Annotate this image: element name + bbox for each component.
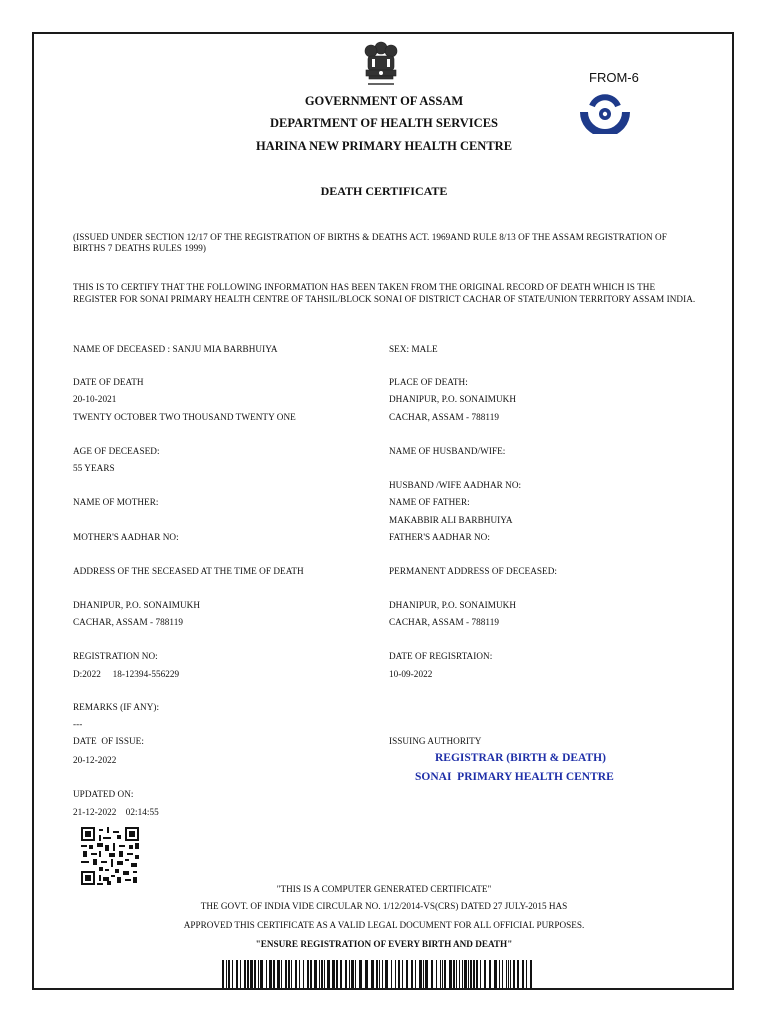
- registration-label: REGISTRATION NO:: [73, 651, 158, 661]
- barcode-icon: [222, 960, 536, 993]
- qr-code-icon: [81, 827, 139, 890]
- updated-label: UPDATED ON:: [73, 789, 134, 799]
- header-department: DEPARTMENT OF HEALTH SERVICES: [270, 116, 498, 130]
- spouse-label: NAME OF HUSBAND/WIFE:: [389, 446, 506, 456]
- header-government: GOVERNMENT OF ASSAM: [304, 94, 464, 108]
- issued-under-text: (ISSUED UNDER SECTION 12/17 OF THE REGISTRATION OF BIRTHS & DEATHS ACT. 1969AND RULE 8/13 OF THE ASSAM REGISTRATION OF BIRTHS 7 DEATHS RULES 1999): [73, 232, 667, 253]
- date-of-death: 20-10-2021: [73, 394, 117, 404]
- authority-health-centre: SONAI PRIMARY HEALTH CENTRE: [415, 771, 614, 783]
- authority-registrar: REGISTRAR (BIRTH & DEATH): [435, 752, 606, 764]
- mother-label: NAME OF MOTHER:: [73, 497, 159, 507]
- certify-text: THIS IS TO CERTIFY THAT THE FOLLOWING INFORMATION HAS BEEN TAKEN FROM THE ORIGINAL RECORD OF DEATH WHICH IS THE REGISTER FOR SONAI PRIMARY HEALTH CENTRE OF TAHSIL/BLOCK SONAI OF DISTRICT CACHAR OF STATE/UNION TERRITORY ASSAM INDIA.: [73, 282, 696, 304]
- sex: SEX: MALE: [389, 344, 438, 354]
- age-value: 55 YEARS: [73, 463, 115, 473]
- father-label: NAME OF FATHER:: [389, 497, 470, 507]
- address-label: ADDRESS OF THE SECEASED AT THE TIME OF DEATH: [73, 566, 304, 576]
- footer-ensure-registration: "ENSURE REGISTRATION OF EVERY BIRTH AND DEATH": [255, 939, 513, 949]
- place-of-death-label: PLACE OF DEATH:: [389, 377, 468, 387]
- issue-date: 20-12-2022: [73, 755, 117, 765]
- age-label: AGE OF DECEASED:: [73, 446, 160, 456]
- date-of-death-words: TWENTY OCTOBER TWO THOUSAND TWENTY ONE: [73, 412, 296, 422]
- permanent-address-line2: CACHAR, ASSAM - 788119: [389, 617, 500, 627]
- father-aadhar-label: FATHER'S AADHAR NO:: [389, 532, 490, 542]
- place-of-death-line1: DHANIPUR, P.O. SONAIMUKH: [389, 394, 517, 404]
- address-line1: DHANIPUR, P.O. SONAIMUKH: [73, 600, 201, 610]
- registration-date: 10-09-2022: [389, 669, 433, 679]
- remarks-label: REMARKS (IF ANY):: [73, 702, 160, 712]
- national-emblem-icon: [358, 38, 404, 95]
- date-of-death-label: DATE OF DEATH: [73, 377, 144, 387]
- registration-number: D:2022 18-12394-556229: [73, 669, 180, 679]
- spouse-aadhar-label: HUSBAND /WIFE AADHAR NO:: [389, 480, 522, 490]
- place-of-death-line2: CACHAR, ASSAM - 788119: [389, 412, 500, 422]
- updated-value: 21-12-2022 02:14:55: [73, 807, 159, 817]
- certificate-title: DEATH CERTIFICATE: [320, 184, 448, 198]
- address-line2: CACHAR, ASSAM - 788119: [73, 617, 184, 627]
- issue-date-label: DATE OF ISSUE:: [73, 736, 144, 746]
- footer-computer-generated: "THIS IS A COMPUTER GENERATED CERTIFICATE": [276, 884, 492, 894]
- mother-aadhar-label: MOTHER'S AADHAR NO:: [73, 532, 179, 542]
- remarks-value: ---: [73, 719, 83, 729]
- father-name: MAKABBIR ALI BARBHUIYA: [389, 515, 513, 525]
- issuing-authority-label: ISSUING AUTHORITY: [389, 736, 482, 746]
- header-health-centre: HARINA NEW PRIMARY HEALTH CENTRE: [255, 139, 513, 153]
- name-of-deceased: NAME OF DECEASED : SANJU MIA BARBHUIYA: [73, 344, 278, 354]
- registration-date-label: DATE OF REGISRTAION:: [389, 651, 493, 661]
- footer-circular: THE GOVT. OF INDIA VIDE CIRCULAR NO. 1/12/2014-VS(CRS) DATED 27 JULY-2015 HAS: [200, 901, 568, 911]
- permanent-address-line1: DHANIPUR, P.O. SONAIMUKH: [389, 600, 517, 610]
- footer-approved: APPROVED THIS CERTIFICATE AS A VALID LEGAL DOCUMENT FOR ALL OFFICIAL PURPOSES.: [183, 920, 585, 930]
- permanent-address-label: PERMANENT ADDRESS OF DECEASED:: [389, 566, 558, 576]
- form-number-label: FROM-6: [589, 70, 639, 85]
